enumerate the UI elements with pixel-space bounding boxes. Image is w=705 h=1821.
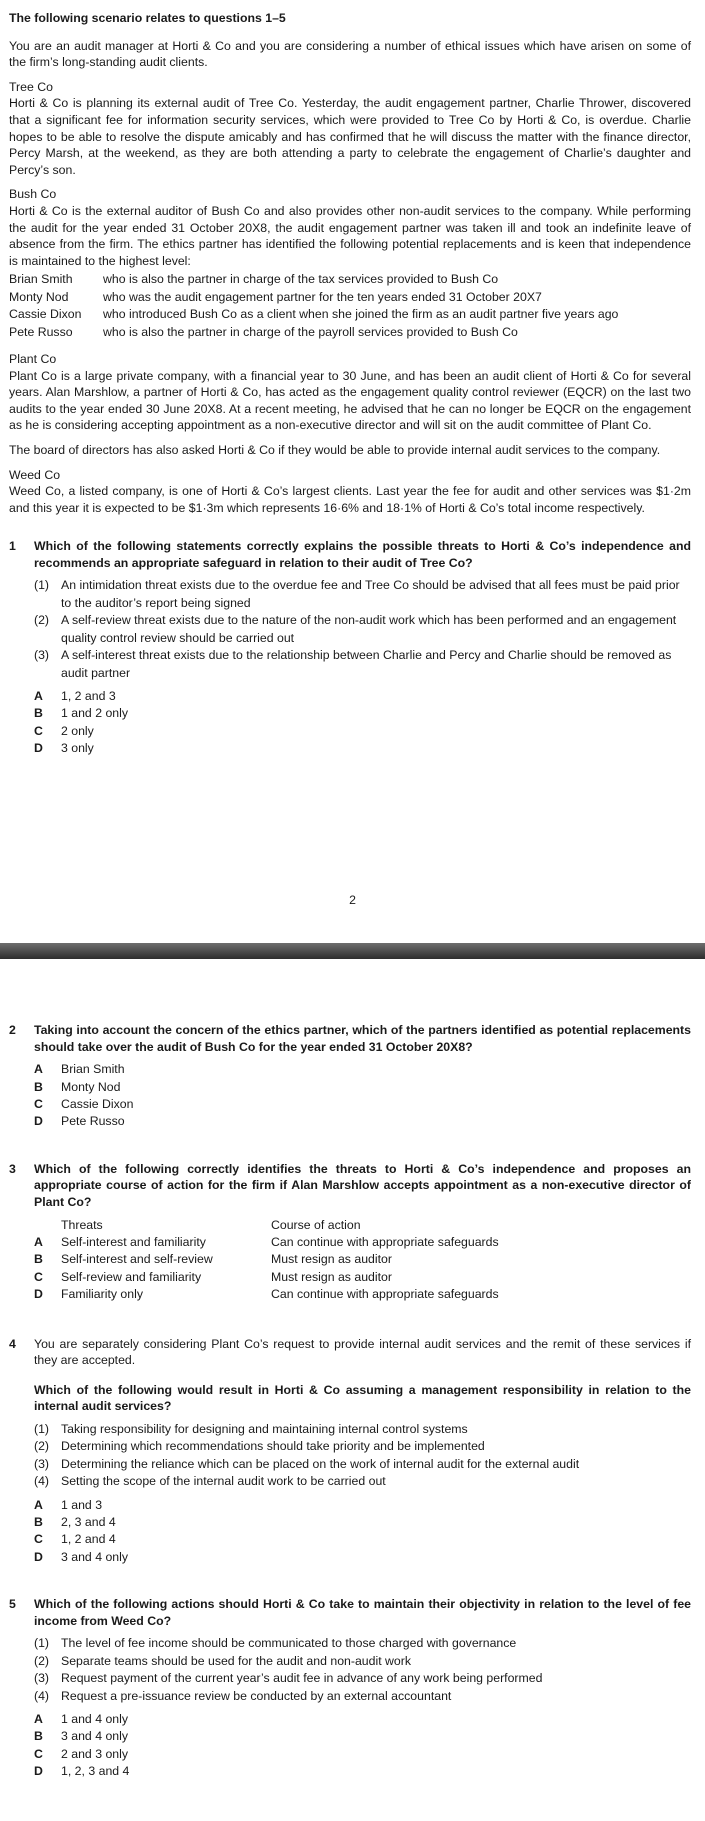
statement-label: (2) <box>34 1653 50 1668</box>
choice-label: A <box>34 1712 43 1727</box>
choice-text: 1, 2 and 4 <box>61 1532 116 1547</box>
question-lead: You are separately considering Plant Co’s request to provide internal audit services and the remit of these services if they are accepted. <box>34 1336 691 1368</box>
choice-label: A <box>34 1235 43 1249</box>
choice-text: 2 and 3 only <box>61 1746 129 1761</box>
statement-list <box>34 1421 691 1491</box>
partner-row <box>9 271 691 288</box>
statement-label: (2) <box>34 613 50 628</box>
choice-text: 1 and 2 only <box>61 706 129 721</box>
plant-co-heading: Plant Co <box>9 351 57 366</box>
choice-text: Cassie Dixon <box>61 1097 134 1111</box>
choice-label: B <box>34 1252 43 1267</box>
page-number: 2 <box>349 893 356 907</box>
choice-text: 2 only <box>61 723 94 738</box>
answer-choice[interactable] <box>34 1286 691 1303</box>
answer-choice[interactable] <box>34 688 691 705</box>
statement-text: A self-review threat exists due to the nature of the non-audit work which has been performed and an engagement quality control review should be carried out <box>61 613 677 645</box>
choice-label: B <box>34 1729 43 1744</box>
question-number: 5 <box>9 1597 16 1612</box>
choice-label: C <box>34 1097 43 1111</box>
choice-label: B <box>34 706 43 721</box>
statement-label: (3) <box>34 648 50 663</box>
answer-choice[interactable] <box>34 1531 691 1548</box>
answer-choice[interactable] <box>34 1746 691 1763</box>
table-header <box>34 1217 691 1234</box>
question-number: 2 <box>9 1023 16 1037</box>
choice-label: B <box>34 1079 43 1094</box>
statement-label: (1) <box>34 578 50 593</box>
choice-threat: Self-interest and self-review <box>61 1252 213 1267</box>
statement-list <box>34 1635 691 1705</box>
plant-co-text-2: The board of directors has also asked Horti & Co if they would be able to provide internal audit services to the company. <box>9 442 661 457</box>
partner-name: Cassie Dixon <box>9 307 82 322</box>
choice-label: C <box>34 1532 43 1547</box>
answer-choice[interactable] <box>34 705 691 722</box>
statement-label: (1) <box>34 1636 50 1651</box>
statement-item <box>34 577 691 612</box>
choice-label: C <box>34 1746 43 1761</box>
question-text: Which of the following correctly identifies the threats to Horti & Co’s independence and proposes an appropriate course of action for the firm if Alan Marshlow accepts appointment as a non-executive director of Plant Co? <box>34 1161 691 1209</box>
answer-choice[interactable] <box>34 1549 691 1566</box>
choice-label: A <box>34 1062 43 1077</box>
answer-table <box>34 1217 691 1304</box>
weed-co-heading: Weed Co <box>9 467 61 482</box>
statement-label: (3) <box>34 1671 50 1686</box>
question-4 <box>9 1336 691 1567</box>
partner-name: Monty Nod <box>9 289 69 304</box>
column-header-action: Course of action <box>271 1217 361 1232</box>
choice-action: Must resign as auditor <box>271 1269 392 1284</box>
statement-text: The level of fee income should be communicated to those charged with governance <box>61 1636 517 1651</box>
page-2 <box>0 960 705 1821</box>
choice-action: Can continue with appropriate safeguards <box>271 1235 499 1249</box>
choice-text: 3 and 4 only <box>61 1729 129 1744</box>
choice-text: 1 and 3 <box>61 1497 103 1512</box>
answer-choice[interactable] <box>34 1096 691 1113</box>
statement-text: Setting the scope of the internal audit work to be carried out <box>61 1474 386 1489</box>
statement-item <box>34 612 691 647</box>
statement-text: Request a pre-issuance review be conducted by an external accountant <box>61 1688 452 1703</box>
partner-name: Brian Smith <box>9 272 73 287</box>
answer-choice[interactable] <box>34 1514 691 1531</box>
choice-threat: Self-interest and familiarity <box>61 1235 206 1249</box>
question-number: 4 <box>9 1336 16 1351</box>
choice-text: 1 and 4 only <box>61 1712 129 1727</box>
question-text: Which of the following actions should Horti & Co take to maintain their objectivity in relation to the level of fee income from Weed Co? <box>34 1597 691 1628</box>
answer-choice[interactable] <box>34 1497 691 1514</box>
question-5 <box>9 1596 691 1780</box>
statement-text: Determining which recommendations should take priority and be implemented <box>61 1439 485 1454</box>
choice-text: 2, 3 and 4 <box>61 1515 116 1530</box>
choice-label: B <box>34 1515 43 1530</box>
choice-label: D <box>34 741 43 756</box>
tree-co-heading: Tree Co <box>9 79 53 94</box>
column-header-threats: Threats <box>61 1217 103 1232</box>
choice-action: Can continue with appropriate safeguards <box>271 1287 499 1302</box>
answer-choices <box>34 1497 691 1567</box>
question-text: Which of the following statements correctly explains the possible threats to Horti & Co’s independence and recommends an appropriate safeguard in relation to their audit of Tree Co? <box>34 539 691 570</box>
page-divider <box>0 943 705 959</box>
partner-row <box>9 324 691 341</box>
choice-action: Must resign as auditor <box>271 1252 392 1267</box>
statement-text: A self-interest threat exists due to the relationship between Charlie and Percy and Charlie should be removed as audit partner <box>61 648 672 680</box>
answer-choice[interactable] <box>34 1728 691 1745</box>
scenario-heading: The following scenario relates to questions 1–5 <box>9 11 286 25</box>
answer-choice[interactable] <box>34 1269 691 1286</box>
statement-label: (4) <box>34 1474 50 1489</box>
question-text: Taking into account the concern of the ethics partner, which of the partners identified as potential replacements should take over the audit of Bush Co for the year ended 31 October 20X8? <box>34 1023 691 1054</box>
choice-label: D <box>34 1114 43 1129</box>
choice-text: Brian Smith <box>61 1062 125 1077</box>
answer-choice[interactable] <box>34 1079 691 1096</box>
answer-choice[interactable] <box>34 1711 691 1728</box>
answer-choice[interactable] <box>34 1113 691 1130</box>
choice-text: 1, 2, 3 and 4 <box>61 1764 130 1779</box>
choice-label: A <box>34 1497 43 1512</box>
statement-label: (4) <box>34 1688 50 1703</box>
statement-text: Determining the reliance which can be placed on the work of internal audit for the external audit <box>61 1456 580 1471</box>
answer-choice[interactable] <box>34 1234 691 1251</box>
statement-item <box>34 1473 691 1490</box>
statement-text: Request payment of the current year’s audit fee in advance of any work being performed <box>61 1671 543 1686</box>
statement-item <box>34 1438 691 1455</box>
statement-text: Separate teams should be used for the audit and non-audit work <box>61 1653 412 1668</box>
statement-label: (3) <box>34 1456 50 1471</box>
question-1 <box>9 538 691 757</box>
choice-label: C <box>34 723 43 738</box>
statement-item <box>34 1456 691 1473</box>
choice-label: D <box>34 1764 43 1779</box>
partner-desc: who was the audit engagement partner for the ten years ended 31 October 20X7 <box>103 289 542 304</box>
bush-co-text: Horti & Co is the external auditor of Bush Co and also provides other non-audit services to the company. While performing the audit for the year ended 31 October 20X8, the audit engagement partner was taken ill and took an indefinite leave of absence from the firm. The ethics partner has identified the following potential replacements and is keen that independence is maintained to the highest level: <box>9 203 691 268</box>
answer-choice[interactable] <box>34 723 691 740</box>
statement-item <box>34 1635 691 1652</box>
statement-item <box>34 1653 691 1670</box>
bush-co-heading: Bush Co <box>9 187 57 202</box>
statement-text: An intimidation threat exists due to the overdue fee and Tree Co should be advised that all fees must be paid prior to the auditor’s report being signed <box>61 578 680 610</box>
partner-row <box>9 289 691 306</box>
question-3 <box>9 1161 691 1304</box>
statement-list <box>34 577 691 681</box>
choice-text: Monty Nod <box>61 1079 121 1094</box>
question-2 <box>9 1022 691 1131</box>
choice-text: 3 only <box>61 741 94 756</box>
answer-choice[interactable] <box>34 1251 691 1268</box>
statement-item <box>34 1421 691 1438</box>
partner-name: Pete Russo <box>9 324 73 339</box>
choice-threat: Familiarity only <box>61 1287 143 1302</box>
statement-label: (2) <box>34 1439 50 1454</box>
choice-label: D <box>34 1549 43 1564</box>
answer-choices <box>34 688 691 758</box>
choice-label: A <box>34 688 43 703</box>
partner-desc: who is also the partner in charge of the tax services provided to Bush Co <box>103 272 499 287</box>
tree-co-text: Horti & Co is planning its external audit of Tree Co. Yesterday, the audit engagement partner, Charlie Thrower, discovered that a significant fee for information security services, which were provided to Tree Co by Horti & Co, is overdue. Charlie hopes to be able to resolve the dispute amicably and has confirmed that he will discuss the matter with the finance director, Percy Marsh, at the weekend, as they are both attending a party to celebrate the engagement of Charlie’s daughter and Percy’s son. <box>9 96 691 177</box>
answer-choice[interactable] <box>34 1763 691 1780</box>
scenario-intro: You are an audit manager at Horti & Co and you are considering a number of ethical issues which have arisen on some of the firm’s long-standing audit clients. <box>9 38 691 70</box>
partner-desc: who introduced Bush Co as a client when she joined the firm as an audit partner five years ago <box>103 307 619 322</box>
answer-choices <box>34 1711 691 1781</box>
question-text: Which of the following would result in Horti & Co assuming a management responsibility in relation to the internal audit services? <box>34 1382 691 1414</box>
question-number: 1 <box>9 539 16 554</box>
plant-co-text: Plant Co is a large private company, with a financial year to 30 June, and has been an audit client of Horti & Co for several years. Alan Marshlow, a partner of Horti & Co, has acted as the engagement quality control reviewer (EQCR) on the last two audits to the year ended 30 June 20X8. At a recent meeting, he advised that he can no longer be EQCR on the engagement as he is considering accepting appointment as a non-executive director and will sit on the audit committee of Plant Co. <box>9 368 691 433</box>
partner-list <box>9 271 691 341</box>
statement-item <box>34 647 691 682</box>
partner-desc: who is also the partner in charge of the payroll services provided to Bush Co <box>103 324 518 339</box>
choice-text: Pete Russo <box>61 1114 125 1129</box>
choice-text: 1, 2 and 3 <box>61 688 116 703</box>
choice-label: C <box>34 1269 43 1284</box>
weed-co-text: Weed Co, a listed company, is one of Horti & Co’s largest clients. Last year the fee for audit and other services was $1·2m and this year it is expected to be $1·3m which represents 16·6% and 18·1% of Horti & Co’s total income respectively. <box>9 484 691 515</box>
statement-item <box>34 1688 691 1705</box>
choice-label: D <box>34 1287 43 1302</box>
choice-text: 3 and 4 only <box>61 1549 129 1564</box>
answer-choice[interactable] <box>34 740 691 757</box>
partner-row <box>9 306 691 323</box>
question-number: 3 <box>9 1161 16 1176</box>
answer-choices <box>34 1061 691 1131</box>
answer-choice[interactable] <box>34 1061 691 1078</box>
choice-threat: Self-review and familiarity <box>61 1269 202 1284</box>
statement-item <box>34 1670 691 1687</box>
statement-label: (1) <box>34 1422 50 1436</box>
statement-text: Taking responsibility for designing and maintaining internal control systems <box>61 1422 468 1436</box>
